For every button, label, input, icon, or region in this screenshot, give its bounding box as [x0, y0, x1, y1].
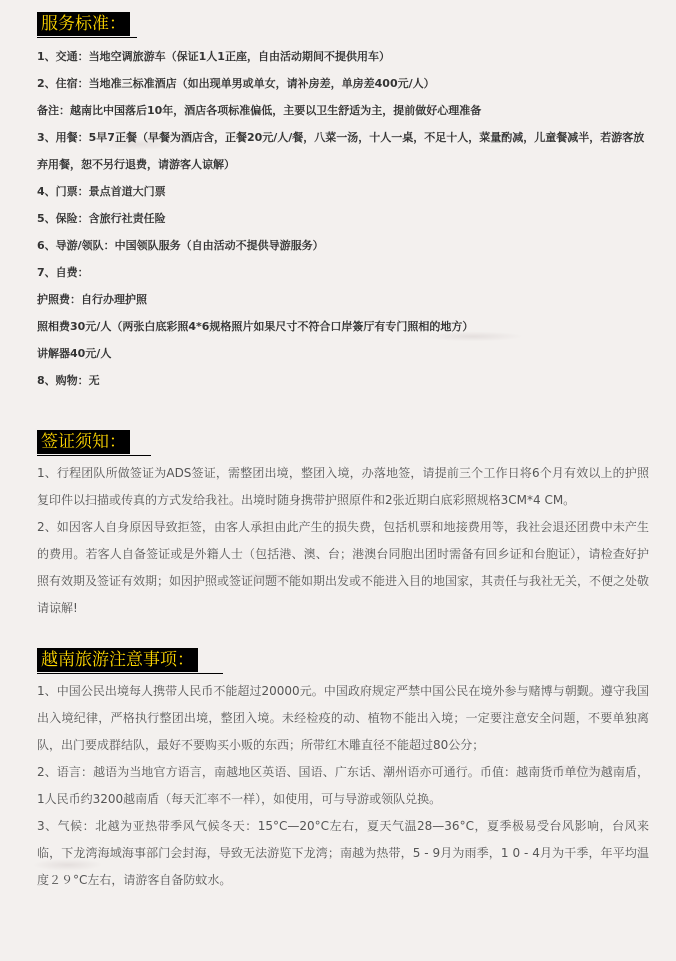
heading-underline [37, 37, 137, 38]
service-standard-section [37, 0, 676, 394]
service-line-self-paid: 7、自费： [37, 266, 89, 279]
visa-notice-heading [37, 430, 130, 454]
heading-underline [37, 455, 151, 456]
service-line-shopping: 8、购物：无 [37, 374, 100, 387]
vietnam-travel-notes-section [37, 622, 676, 894]
service-standard-heading [37, 12, 130, 36]
notes-paragraph-3: 3、气候：北越为亚热带季风气候冬天：15°C—20°C左右，夏天气温28—36°C，夏季极易受台风影响，台风来临，下龙湾海域海事部门会封海，导致无法游览下龙湾；南越为热带，5 - 9月为雨季，1 0 - 4月为干季，年平均温度２９°C左右，请游客自备防蚊水。 [37, 819, 649, 887]
notes-paragraph-1: 1、中国公民出境每人携带人民币不能超过20000元。中国政府规定严禁中国公民在境外参与赌博与朝觐。遵守我国出入境纪律，严格执行整团出境，整团入境。未经检疫的动、植物不能出入境；一定要注意安全问题，不要单独离队，出门要成群结队，最好不要购买小贩的东西；所带红木雕直径不能超过80公分； [37, 684, 649, 752]
visa-paragraph-2: 2、如因客人自身原因导致拒签，由客人承担由此产生的损失费，包括机票和地接费用等，我社会退还团费中未产生的费用。若客人自备签证或是外籍人士（包括港、澳、台；港澳台同胞出团时需备有回乡证和台胞证），请检查好护照有效期及签证有效期；如因护照或签证问题不能如期出发或不能进入目的地国家，其责任与我社无关，不便之处敬请谅解! [37, 520, 650, 615]
service-line-guide: 6、导游/领队：中国领队服务（自由活动不提供导游服务） [37, 239, 324, 252]
heading-label: 签证须知： [37, 430, 130, 454]
service-line-transport: 1、交通：当地空调旅游车（保证1人1正座，自由活动期间不提供用车） [37, 50, 390, 63]
service-line-audio-guide: 讲解器40元/人 [37, 347, 112, 360]
heading-label: 越南旅游注意事项： [37, 648, 198, 672]
service-line-note: 备注：越南比中国落后10年，酒店各项标准偏低，主要以卫生舒适为主，提前做好心理准备 [37, 104, 482, 117]
heading-underline [37, 673, 223, 674]
service-line-hotel: 2、住宿：当地准三标准酒店（如出现单男或单女，请补房差，单房差400元/人） [37, 77, 435, 90]
travel-notes-heading [37, 648, 198, 672]
notes-paragraph-2: 2、语言：越语为当地官方语言，南越地区英语、国语、广东话、潮州语亦可通行。币值：越南货币单位为越南盾，1人民币约3200越南盾（每天汇率不一样），如使用，可与导游或领队兑换。 [37, 765, 649, 806]
visa-notice-section [37, 394, 676, 622]
service-line-tickets: 4、门票：景点首道大门票 [37, 185, 166, 198]
visa-paragraph-1: 1、行程团队所做签证为ADS签证，需整团出境，整团入境，办落地签，请提前三个工作日将6个月有效以上的护照复印件以扫描或传真的方式发给我社。出境时随身携带护照原件和2张近期白底彩照规格3CM*4 CM。 [37, 466, 649, 507]
service-line-insurance: 5、保险：含旅行社责任险 [37, 212, 166, 225]
service-line-photo-fee: 照相费30元/人（两张白底彩照4*6规格照片如果尺寸不符合口岸簽厅有专门照相的地方） [37, 320, 474, 333]
service-line-meals: 3、用餐：5早7正餐（早餐为酒店含，正餐20元/人/餐，八菜一汤，十人一桌，不足十人，菜量酌减，儿童餐减半，若游客放弃用餐，恕不另行退费，请游客人谅解） [37, 131, 645, 171]
heading-label: 服务标准： [37, 12, 130, 36]
service-line-passport-fee: 护照费：自行办理护照 [37, 293, 147, 306]
